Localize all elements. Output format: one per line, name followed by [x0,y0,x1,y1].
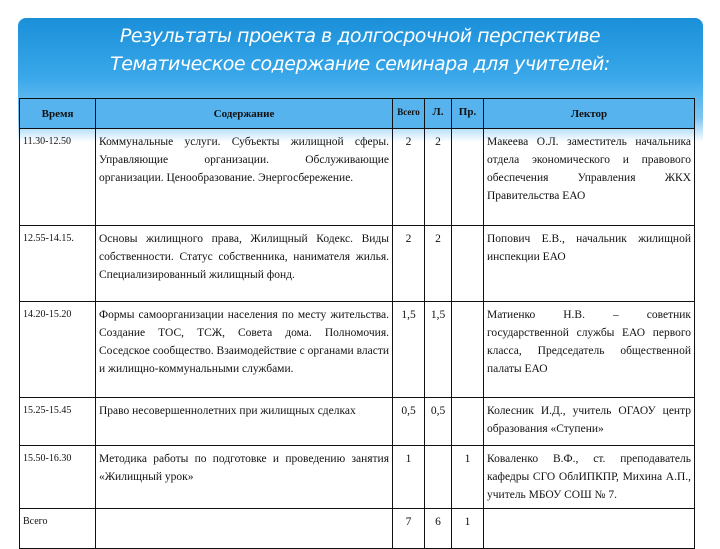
time-cell: 15.25-15.45 [20,398,96,446]
table-row [20,129,695,226]
lec-cell: 2 [425,129,452,226]
total-cell: 2 [393,226,425,302]
header-lector: Лектор [484,99,695,129]
header-lec: Л. [425,99,452,129]
lec-cell: 6 [425,509,452,549]
content-cell [96,509,393,549]
lec-cell: 2 [425,226,452,302]
lector-cell [484,509,695,549]
pr-cell: 1 [452,446,484,509]
table-row [20,509,695,549]
time-cell: 11.30-12.50 [20,129,96,226]
header-total: Всего [393,99,425,129]
pr-cell [452,398,484,446]
total-cell: 2 [393,129,425,226]
table-row [20,302,695,398]
total-cell: 7 [393,509,425,549]
total-cell: 0,5 [393,398,425,446]
content-cell: Право несовершеннолетних при жилищных сделках [96,398,393,446]
header-time: Время [20,99,96,129]
seminar-table [19,98,695,549]
lector-cell: Попович Е.В., начальник жилищной инспекции ЕАО [484,226,695,302]
header-content: Содержание [96,99,393,129]
title-line-2: Тематическое содержание семинара для учителей: [110,53,610,75]
lector-cell: Макеева О.Л. заместитель начальника отдела экономического и правового обеспечения Управления ЖКХ Правительства ЕАО [484,129,695,226]
pr-cell [452,129,484,226]
content-cell: Основы жилищного права, Жилищный Кодекс. Виды собственности. Статус собственника, нанимателя жилья. Специализированный жилищный фонд. [96,226,393,302]
table-header [20,99,695,129]
slide-title [0,22,720,78]
content-cell: Коммунальные услуги. Субъекты жилищной сферы. Управляющие организации. Обслуживающие организации. Ценообразование. Энергосбережение. [96,129,393,226]
title-line-1: Результаты проекта в долгосрочной перспективе [119,25,601,47]
table-row [20,398,695,446]
lector-cell: Матиенко Н.В. – советник государственной службы ЕАО первого класса, Председатель общественной палаты ЕАО [484,302,695,398]
content-cell: Методика работы по подготовке и проведению занятия «Жилищный урок» [96,446,393,509]
content-cell: Формы самоорганизации населения по месту жительства. Создание ТОС, ТСЖ, Совета дома. Полномочия. Соседское сообщество. Взаимодействие с органами власти и жилищно-коммунальными службами. [96,302,393,398]
lec-cell: 1,5 [425,302,452,398]
pr-cell: 1 [452,509,484,549]
table-row [20,446,695,509]
lector-cell: Коваленко В.Ф., ст. преподаватель кафедры СГО ОблИПКПР, Михина А.П., учитель МБОУ СОШ № 7. [484,446,695,509]
total-cell: 1 [393,446,425,509]
lec-cell: 0,5 [425,398,452,446]
pr-cell [452,302,484,398]
header-pr: Пр. [452,99,484,129]
lec-cell [425,446,452,509]
time-cell: Всего [20,509,96,549]
time-cell: 14.20-15.20 [20,302,96,398]
total-cell: 1,5 [393,302,425,398]
time-cell: 15.50-16.30 [20,446,96,509]
lector-cell: Колесник И.Д., учитель ОГАОУ центр образования «Ступени» [484,398,695,446]
table-row [20,226,695,302]
pr-cell [452,226,484,302]
time-cell: 12.55-14.15. [20,226,96,302]
